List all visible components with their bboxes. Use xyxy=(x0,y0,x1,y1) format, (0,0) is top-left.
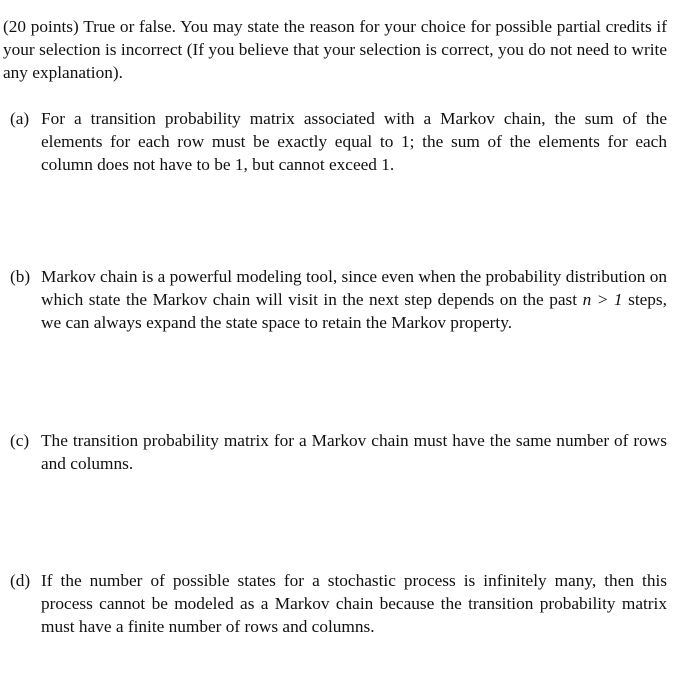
question-d-label: (d) xyxy=(10,571,31,590)
question-c-text: The transition probability matrix for a Markov chain must have the same number of rows and columns. xyxy=(41,431,667,473)
question-a-text: For a transition probability matrix associated with a Markov chain, the sum of the elements for each row must be exactly equal to 1; the sum of the elements for each column does not have to be 1, but cannot exceed 1. xyxy=(41,109,667,174)
question-b-math: n > 1 xyxy=(582,290,623,309)
question-a-label: (a) xyxy=(10,109,30,128)
question-b-label: (b) xyxy=(10,267,31,286)
question-c xyxy=(10,429,667,475)
question-b-text-after: steps, we can always expand the state space to retain the Markov property. xyxy=(41,290,667,332)
question-d xyxy=(10,569,667,638)
question-b-text-before: Markov chain is a powerful modeling tool, since even when the probability distribution on which state the Markov chain will visit in the next step depends on the past xyxy=(41,267,667,309)
intro-paragraph: (20 points) True or false. You may state the reason for your choice for possible partial credits if your selection is incorrect (If you believe that your selection is correct, you do not need to write any explanation). xyxy=(3,17,667,82)
question-b xyxy=(10,265,667,334)
question-b-text xyxy=(41,265,667,334)
question-d-text: If the number of possible states for a stochastic process is infinitely many, then this process cannot be modeled as a Markov chain because the transition probability matrix must have a finite number of rows and columns. xyxy=(41,571,667,636)
question-a xyxy=(10,107,667,176)
question-c-label: (c) xyxy=(10,431,30,450)
